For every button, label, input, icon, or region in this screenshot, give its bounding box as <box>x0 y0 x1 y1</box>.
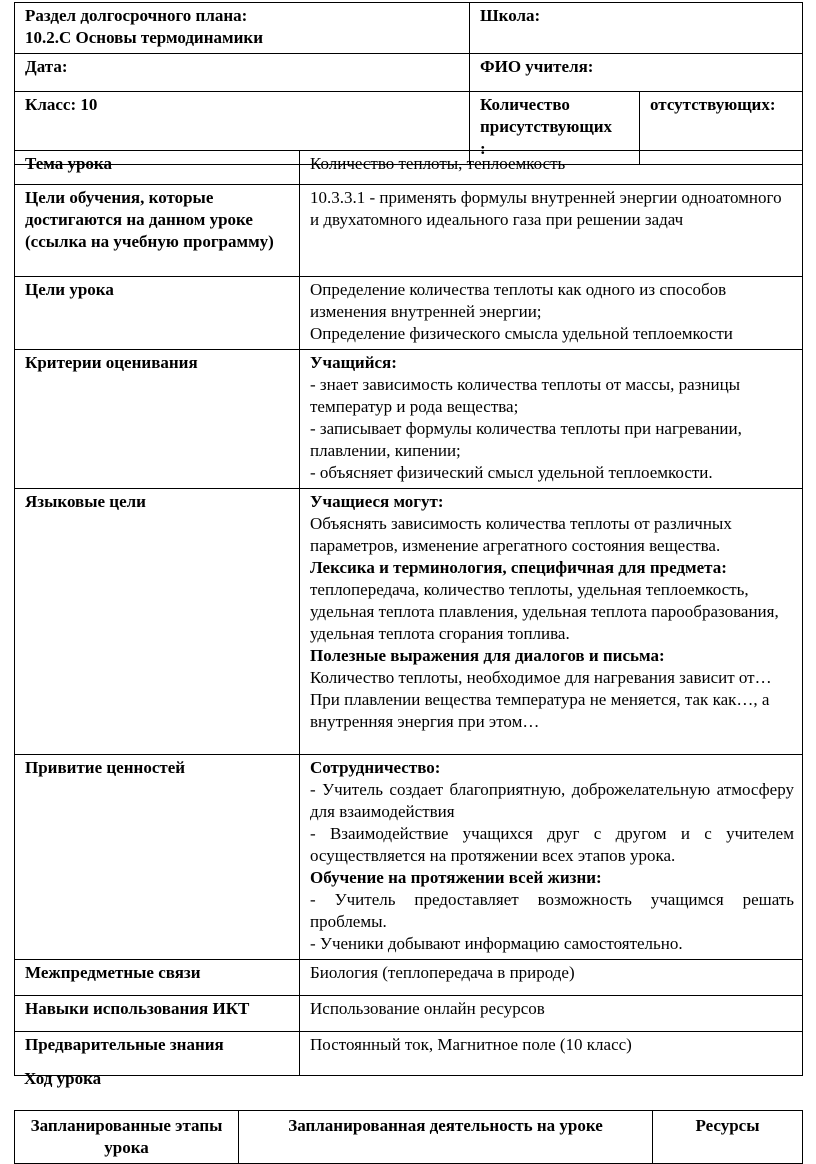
shkola-cell: Школа: <box>470 3 803 54</box>
kriterii-item1: - знает зависимость количества теплоты от массы, разницы температур и рода вещества; <box>310 375 741 416</box>
ikt-value: Использование онлайн ресурсов <box>300 996 803 1032</box>
plan-col-resources: Ресурсы <box>653 1111 803 1164</box>
znaniya-label: Предварительные знания <box>15 1032 300 1076</box>
plan-table <box>14 1110 803 1164</box>
tseli-uroka-label: Цели урока <box>15 277 300 350</box>
mezhpredmet-label: Межпредметные связи <box>15 960 300 996</box>
hod-uroka-heading: Ход урока <box>24 1069 102 1088</box>
razdel-value: 10.2.С Основы термодинамики <box>25 28 263 47</box>
tseli-obuch-label: Цели обучения, которые достигаются на данном уроке (ссылка на учебную программу) <box>15 185 300 277</box>
fio-cell: ФИО учителя: <box>470 54 803 92</box>
tema-label: Тема урока <box>15 151 300 185</box>
tsennosti-item3: - Учитель предоставляет возможность учащимся решать проблемы. <box>310 890 794 931</box>
tsennosti-item1: - Учитель создает благоприятную, доброжелательную атмосферу для взаимодействия <box>310 780 794 821</box>
kriterii-value <box>300 350 803 489</box>
tsennosti-item4: - Ученики добывают информацию самостоятельно. <box>310 934 683 953</box>
tsennosti-value <box>300 755 803 960</box>
yazyk-title2: Лексика и терминология, специфичная для предмета: <box>310 558 727 577</box>
razdel-cell <box>15 3 470 54</box>
tseli-obuch-value: 10.3.3.1 - применять формулы внутренней энергии одноатомного и двухатомного идеального газа при решении задач <box>300 185 803 277</box>
yazyk-title3: Полезные выражения для диалогов и письма: <box>310 646 665 665</box>
lesson-plan-table <box>14 150 803 1076</box>
prisut-line1: Количество <box>480 95 570 114</box>
tseli-uroka-line1: Определение количества теплоты как одного из способов изменения внутренней энергии; <box>310 280 727 321</box>
yazyk-title1: Учащиеся могут: <box>310 492 444 511</box>
yazyk-text2: теплопередача, количество теплоты, удельная теплоемкость, удельная теплота плавления, удельная теплота парообразования, удельная теплота сгорания топлива. <box>310 580 779 643</box>
tsennosti-label: Привитие ценностей <box>15 755 300 960</box>
kriterii-title: Учащийся: <box>310 353 397 372</box>
yazyk-label: Языковые цели <box>15 489 300 755</box>
plan-col-stages: Запланированные этапы урока <box>15 1111 239 1164</box>
data-cell: Дата: <box>15 54 470 92</box>
yazyk-value <box>300 489 803 755</box>
tsennosti-title1: Сотрудничество: <box>310 758 441 777</box>
ikt-label: Навыки использования ИКТ <box>15 996 300 1032</box>
znaniya-value: Постоянный ток, Магнитное поле (10 класс) <box>300 1032 803 1076</box>
kriterii-label: Критерии оценивания <box>15 350 300 489</box>
tseli-uroka-value <box>300 277 803 350</box>
prisut-line3: : <box>480 139 486 158</box>
kriterii-item3: - объясняет физический смысл удельной теплоемкости. <box>310 463 713 482</box>
yazyk-text3: Количество теплоты, необходимое для нагревания зависит от… При плавлении вещества температура не меняется, так как…, а внутренняя энергия при этом… <box>310 668 772 731</box>
header-table <box>14 2 803 165</box>
plan-col-activity: Запланированная деятельность на уроке <box>239 1111 653 1164</box>
tsennosti-title2: Обучение на протяжении всей жизни: <box>310 868 602 887</box>
tsennosti-item2: - Взаимодействие учащихся друг с другом и с учителем осуществляется на протяжении всех этапов урока. <box>310 824 794 865</box>
tseli-uroka-line2: Определение физического смысла удельной теплоемкости <box>310 324 733 343</box>
razdel-label: Раздел долгосрочного плана: <box>25 6 248 25</box>
kriterii-item2: - записывает формулы количества теплоты при нагревании, плавлении, кипении; <box>310 419 742 460</box>
prisut-line2: присутствующих <box>480 117 613 136</box>
mezhpredmet-value: Биология (теплопередача в природе) <box>300 960 803 996</box>
tema-value: Количество теплоты, теплоемкость <box>300 151 803 185</box>
yazyk-text1: Объяснять зависимость количества теплоты от различных параметров, изменение агрегатного состояния вещества. <box>310 514 732 555</box>
klass-cell: Класс: 10 <box>15 92 470 165</box>
otsut-cell: отсутствующих: <box>640 92 803 165</box>
